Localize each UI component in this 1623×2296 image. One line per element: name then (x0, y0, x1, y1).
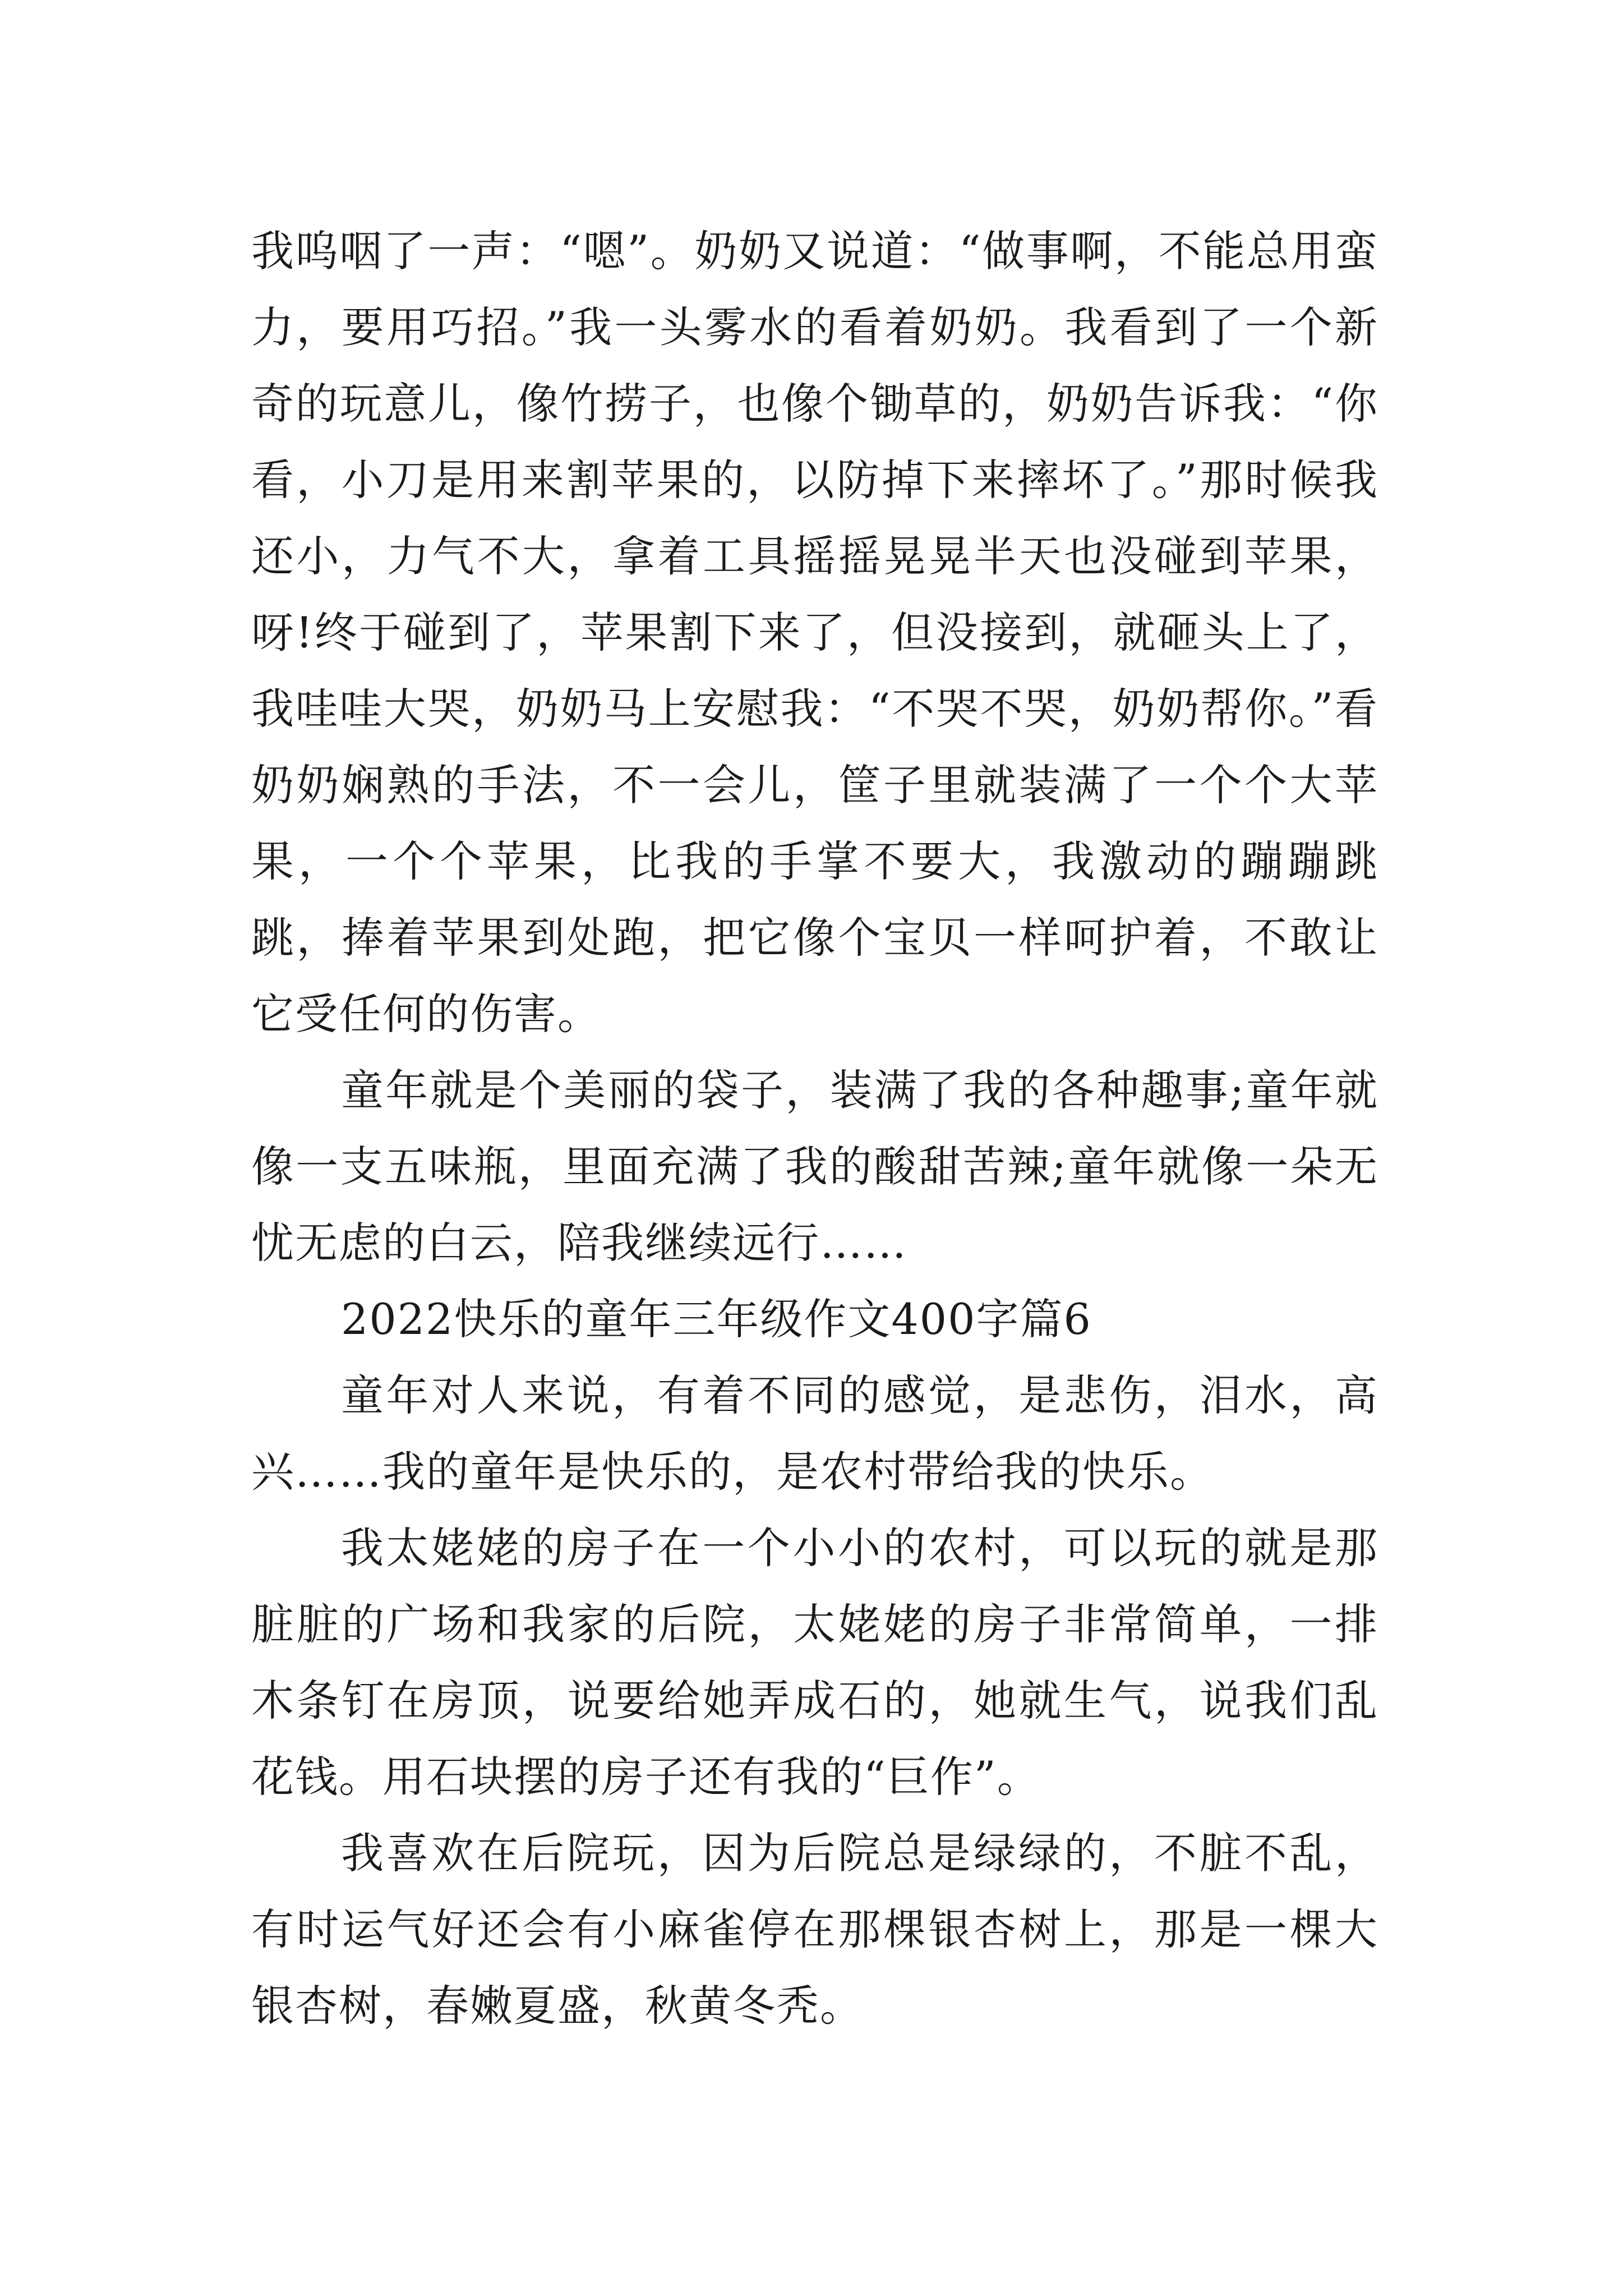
paragraph-3: 童年对人来说，有着不同的感觉，是悲伤，泪水，高兴……我的童年是快乐的，是农村带给我的快乐。 (251, 1370, 1378, 1497)
section-heading: 2022快乐的童年三年级作文400字篇6 (341, 1294, 1092, 1344)
paragraph-2: 童年就是个美丽的袋子，装满了我的各种趣事;童年就像一支五味瓶，里面充满了我的酸甜苦辣;童年就像一朵无忧无虑的白云，陪我继续远行…… (251, 1065, 1378, 1268)
paragraph-4: 我太姥姥的房子在一个小小的农村，可以玩的就是那脏脏的广场和我家的后院，太姥姥的房子非常简单，一排木条钉在房顶，说要给她弄成石的，她就生气，说我们乱花钱。用石块摆的房子还有我的“巨作”。 (251, 1523, 1378, 1802)
paragraph-1: 我呜咽了一声：“嗯”。奶奶又说道：“做事啊，不能总用蛮力，要用巧招。”我一头雾水的看着奶奶。我看到了一个新奇的玩意儿，像竹捞子，也像个锄草的，奶奶告诉我：“你看，小刀是用来割苹果的，以防掉下来摔坏了。”那时候我还小，力气不大，拿着工具摇摇晃晃半天也没碰到苹果，呀!终于碰到了，苹果割下来了，但没接到，就砸头上了，我哇哇大哭，奶奶马上安慰我：“不哭不哭，奶奶帮你。”看奶奶娴熟的手法，不一会儿，筐子里就装满了一个个大苹果，一个个苹果，比我的手掌不要大，我激动的蹦蹦跳跳，捧着苹果到处跑，把它像个宝贝一样呵护着，不敢让它受任何的伤害。 (251, 226, 1378, 1039)
document-body (251, 213, 1378, 2044)
paragraph-5: 我喜欢在后院玩，因为后院总是绿绿的，不脏不乱，有时运气好还会有小麻雀停在那棵银杏树上，那是一棵大银杏树，春嫩夏盛，秋黄冬秃。 (251, 1828, 1378, 2031)
